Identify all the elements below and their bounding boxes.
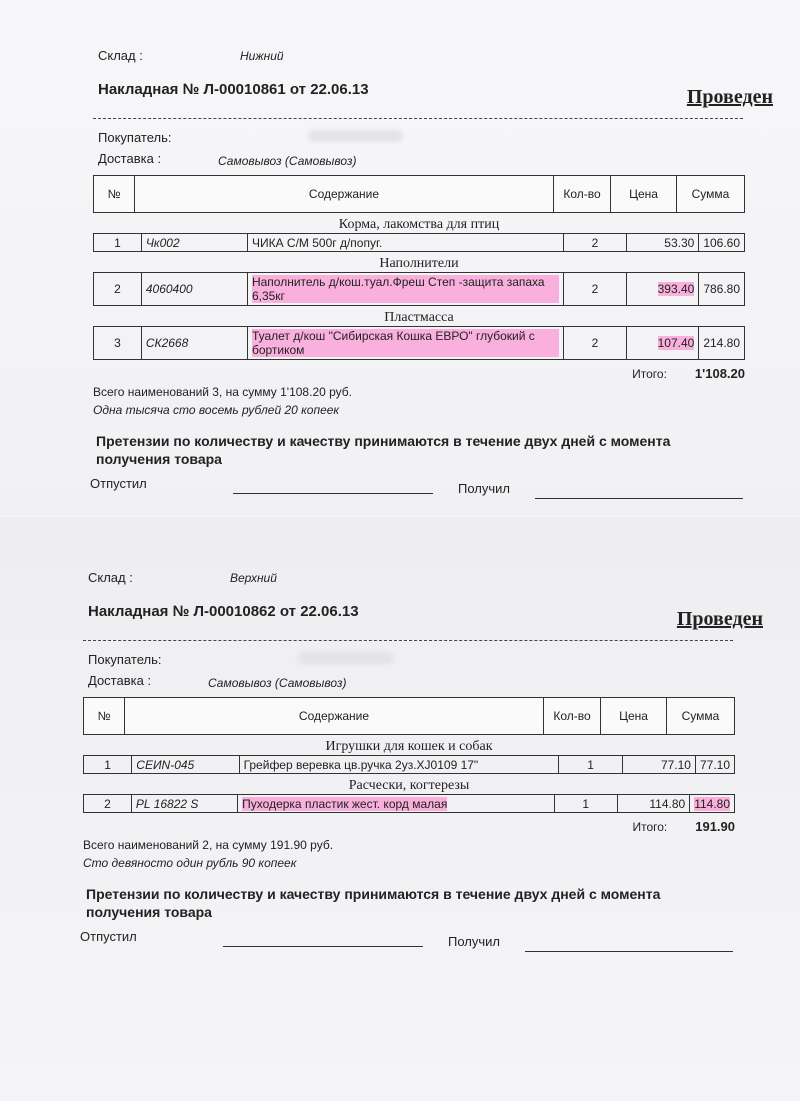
cell-code-text: Чк002 xyxy=(145,235,180,250)
cell-price-text: 393.40 xyxy=(657,282,695,296)
invoice-title: Накладная № Л-00010861 от 22.06.13 xyxy=(98,81,369,98)
cell-n-text: 2 xyxy=(114,282,121,296)
released-signature-line xyxy=(223,946,423,947)
cell-name xyxy=(248,327,564,359)
summary-words: Сто девяносто один рубль 90 копеек xyxy=(83,856,297,870)
cell-qty xyxy=(564,234,627,251)
invoice-table xyxy=(83,697,735,813)
column-header: Кол-во xyxy=(544,698,601,734)
cell-price xyxy=(627,234,699,251)
warehouse-value: Нижний xyxy=(240,49,284,63)
cell-qty-text: 1 xyxy=(587,757,594,772)
cell-sum-text: 77.10 xyxy=(699,757,730,772)
total-line xyxy=(83,819,735,835)
total-value: 191.90 xyxy=(695,819,735,834)
cell-code-text: СЕИN-045 xyxy=(136,757,195,772)
cell-price xyxy=(618,795,690,812)
cell-sum xyxy=(699,273,744,305)
column-header: Содержание xyxy=(135,176,554,212)
cell-n-text: 1 xyxy=(104,757,111,772)
divider xyxy=(93,118,743,119)
cell-name xyxy=(238,795,554,812)
cell-name xyxy=(248,234,564,251)
category-label: Пластмасса xyxy=(384,310,454,325)
column-header: Цена xyxy=(611,176,677,212)
cell-qty-text: 2 xyxy=(591,282,599,296)
divider xyxy=(83,640,733,641)
total-line xyxy=(93,366,745,382)
cell-code-text: СК2668 xyxy=(145,336,189,350)
delivery-label: Доставка : xyxy=(88,673,152,688)
signature-row xyxy=(90,476,745,506)
table-row xyxy=(93,233,745,252)
total-label: Итого: xyxy=(632,367,667,381)
cell-name-text: Наполнитель д/кош.туал.Фреш Степ -защита запаха 6,35кг xyxy=(252,275,559,303)
cell-code xyxy=(142,327,248,359)
column-header: Сумма xyxy=(681,709,720,723)
buyer-label: Покупатель: xyxy=(98,130,172,145)
received-label: Получил xyxy=(448,934,500,949)
category-label: Расчески, когтерезы xyxy=(348,778,470,793)
cell-price-text: 114.80 xyxy=(649,796,686,811)
cell-code xyxy=(132,756,239,773)
table-row xyxy=(83,755,735,774)
cell-qty xyxy=(555,795,618,812)
cell-code xyxy=(142,234,248,251)
invoice-table xyxy=(93,175,745,360)
cell-n xyxy=(94,234,142,251)
cell-price-text: 107.40 xyxy=(657,336,695,350)
cell-name xyxy=(248,273,564,305)
cell-n-text: 3 xyxy=(114,336,121,350)
cell-sum-text: 214.80 xyxy=(703,336,741,350)
claims-notice: Претензии по количеству и качеству принимаются в течение двух дней с момента получения товара xyxy=(96,433,671,467)
cell-price-text: 77.10 xyxy=(660,757,691,772)
table-row xyxy=(83,794,735,813)
column-header: № xyxy=(84,698,125,734)
cell-price xyxy=(627,273,699,305)
buyer-redacted xyxy=(308,130,403,142)
cell-name-text: Грейфер веревка цв.ручка 2уз.XJ0109 17" xyxy=(243,757,479,772)
invoice-body xyxy=(80,697,735,959)
total-label: Итого: xyxy=(632,820,668,834)
warehouse-label: Склад : xyxy=(98,48,143,63)
summary: Всего наименований 2, на сумму 191.90 руб. xyxy=(83,838,334,852)
warehouse-label: Склад : xyxy=(88,570,133,585)
status-stamp: Проведен xyxy=(686,86,773,108)
cell-qty xyxy=(564,327,627,359)
released-label: Отпустил xyxy=(90,476,147,491)
category-label: Корма, лакомства для птиц xyxy=(338,217,500,232)
summary-words: Одна тысяча сто восемь рублей 20 копеек xyxy=(93,403,340,417)
cell-sum xyxy=(699,327,744,359)
table-row xyxy=(93,326,745,360)
cell-qty xyxy=(559,756,623,773)
cell-sum-text: 786.80 xyxy=(703,282,741,296)
column-header: Цена xyxy=(601,698,667,734)
table-header xyxy=(93,175,745,213)
column-header: Сумма xyxy=(691,187,730,201)
cell-n xyxy=(94,273,142,305)
column-header: Содержание xyxy=(125,698,544,734)
cell-code-text: 4060400 xyxy=(145,282,193,296)
invoice-body xyxy=(90,175,745,506)
column-header: № xyxy=(94,176,135,212)
cell-qty xyxy=(564,273,627,305)
cell-name-text: Туалет д/кош "Сибирская Кошка ЕВРО" глубокий с бортиком xyxy=(252,329,559,357)
cell-price xyxy=(627,327,699,359)
buyer-label: Покупатель: xyxy=(88,652,162,667)
cell-name-text: Пуходерка пластик жест. корд малая xyxy=(242,796,448,811)
table-row xyxy=(93,272,745,306)
table-header xyxy=(83,697,735,735)
cell-code-text: PL 16822 S xyxy=(135,796,199,811)
summary: Всего наименований 3, на сумму 1'108.20 руб. xyxy=(93,385,353,399)
cell-price xyxy=(623,756,696,773)
cell-sum-text: 114.80 xyxy=(694,796,731,811)
received-signature-line xyxy=(525,951,733,952)
cell-sum xyxy=(690,795,734,812)
released-signature-line xyxy=(233,493,433,494)
status-stamp: Проведен xyxy=(676,608,763,630)
cell-sum-text: 106.60 xyxy=(703,235,741,250)
released-label: Отпустил xyxy=(80,929,137,944)
cell-n xyxy=(84,795,132,812)
invoice-title: Накладная № Л-00010862 от 22.06.13 xyxy=(88,603,359,620)
cell-qty-text: 2 xyxy=(591,235,599,250)
cell-n xyxy=(84,756,132,773)
total-value: 1'108.20 xyxy=(694,366,745,381)
buyer-redacted xyxy=(298,652,393,664)
cell-name xyxy=(240,756,560,773)
cell-qty-text: 2 xyxy=(591,336,599,350)
cell-sum xyxy=(696,756,734,773)
category-label: Игрушки для кошек и собак xyxy=(325,739,493,754)
cell-qty-text: 1 xyxy=(582,796,590,811)
delivery-value: Самовывоз (Самовывоз) xyxy=(208,676,347,690)
cell-n-text: 1 xyxy=(114,235,121,250)
signature-row xyxy=(80,929,735,959)
claims-notice: Претензии по количеству и качеству принимаются в течение двух дней с момента получения товара xyxy=(86,886,661,920)
cell-code xyxy=(142,273,248,305)
cell-name-text: ЧИКА С/М 500г д/попуг. xyxy=(251,235,383,250)
column-header: Кол-во xyxy=(554,176,611,212)
cell-code xyxy=(132,795,238,812)
warehouse-value: Верхний xyxy=(230,571,277,585)
received-label: Получил xyxy=(458,481,510,496)
cell-sum xyxy=(699,234,744,251)
delivery-label: Доставка : xyxy=(98,151,162,166)
cell-price-text: 53.30 xyxy=(664,235,695,250)
cell-n-text: 2 xyxy=(104,796,111,811)
cell-n xyxy=(94,327,142,359)
category-label: Наполнители xyxy=(379,256,459,271)
received-signature-line xyxy=(535,498,743,499)
delivery-value: Самовывоз (Самовывоз) xyxy=(218,154,357,168)
